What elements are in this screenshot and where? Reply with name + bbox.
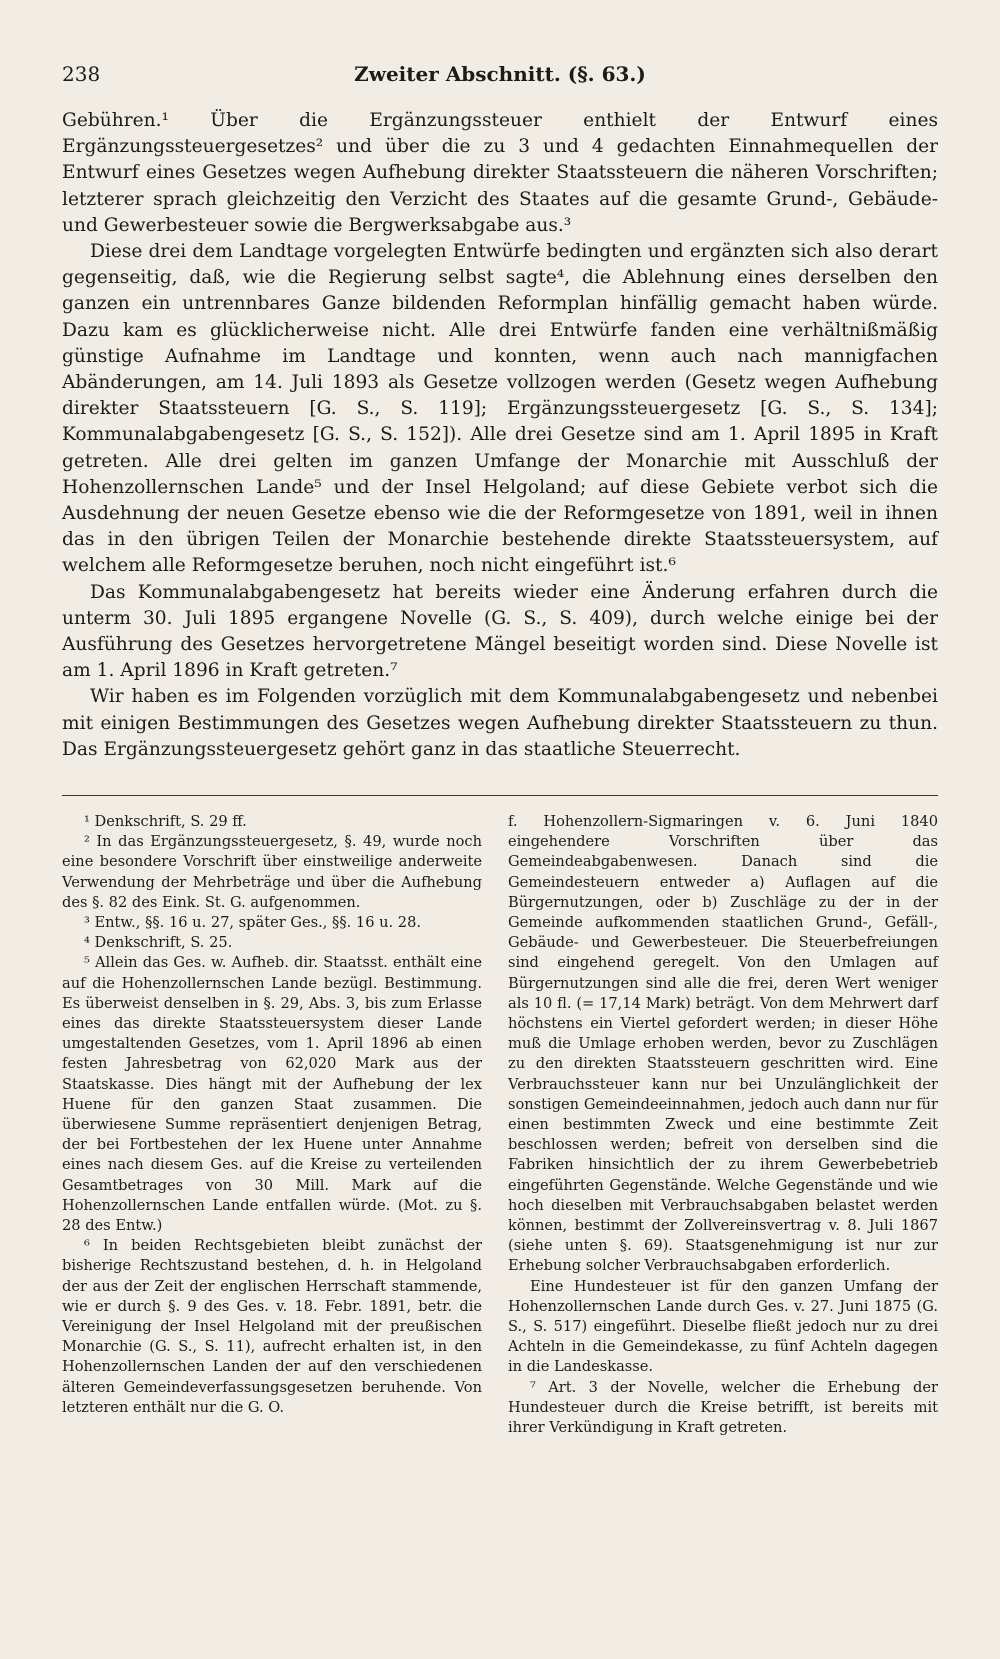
footnote: ¹ Denkschrift, S. 29 ff.	[84, 813, 247, 830]
main-paragraph: Gebühren.¹ Über die Ergänzungssteuer enthielt der Entwurf eines Ergänzungssteuergesetzes² und über die zu 3 und 4 gedachten Einnahmequellen der Entwurf eines Gesetzes wegen Aufhebung direkter Staatssteuern die näheren Vorschriften; letzterer sprach gleichzeitig den Verzicht des Staates auf die gesamte Grund-, Gebäude- und Gewerbesteuer sowie die Bergwerksabgabe aus.³	[62, 110, 938, 236]
footnote-divider	[62, 795, 938, 796]
footnote-continuation: Eine Hundesteuer ist für den ganzen Umfang der Hohenzollernschen Lande durch Ges. v. 27. Juni 1875 (G. S., S. 517) eingeführt. Dieselbe fließt jedoch nur zu drei Achteln in die Gemeindekasse, zu fünf Achteln dagegen in die Landeskasse.	[508, 1277, 938, 1376]
footnotes-left-column	[62, 812, 482, 1418]
page-number: 238	[62, 62, 101, 86]
footnote: ⁴ Denkschrift, S. 25.	[84, 934, 233, 952]
main-paragraph: Das Kommunalabgabengesetz hat bereits wieder eine Änderung erfahren durch die unterm 30. Juli 1895 ergangene Novelle (G. S., S. 409), durch welche einige bei der Ausführung des Gesetzes hervorgetretene Mängel beseitigt worden sind. Diese Novelle ist am 1. April 1896 in Kraft getreten.⁷	[62, 581, 938, 682]
page-header	[62, 62, 938, 92]
main-paragraph: Wir haben es im Folgenden vorzüglich mit dem Kommunalabgabengesetz und nebenbei mit einigen Bestimmungen des Gesetzes wegen Aufhebung direkter Staatssteuern zu thun. Das Ergänzungssteuergesetz gehört ganz in das staatliche Steuerrecht.	[62, 686, 938, 760]
running-title: Zweiter Abschnitt. (§. 63.)	[354, 62, 646, 86]
footnote: ⁵ Allein das Ges. w. Aufheb. dir. Staatsst. enthält eine auf die Hohenzollernschen Lande bezügl. Bestimmung. Es überweist denselben in §. 29, Abs. 3, bis zum Erlasse eines das direkte Staatssteuersystem dieser Lande umgestaltenden Gesetzes, vom 1. April 1896 ab einen festen Jahresbetrag von 62,020 Mark aus der Staatskasse. Dies hängt mit der Aufhebung der lex Huene für den ganzen Staat zusammen. Die überwiesene Summe repräsentiert denjenigen Betrag, der bei Fortbestehen der lex Huene unter Annahme eines nach diesem Ges. auf die Kreise zu verteilenden Gesamtbetrages von 30 Mill. Mark auf die Hohenzollernschen Lande entfallen würde. (Mot. zu §. 28 des Entw.)	[62, 954, 482, 1235]
footnotes-right-column	[508, 812, 938, 1438]
footnote: ³ Entw., §§. 16 u. 27, später Ges., §§. 16 u. 28.	[84, 914, 422, 932]
footnote-continuation: f. Hohenzollern-Sigmaringen v. 6. Juni 1840 eingehendere Vorschriften über das Gemeindeabgabenwesen. Danach sind die Gemeindesteuern entweder a) Auflagen auf die Bürgernutzungen, oder b) Zuschläge zu der in der Gemeinde aufkommenden staatlichen Grund-, Gefäll-, Gebäude- und Gewerbesteuer. Die Steuerbefreiungen sind eingehend geregelt. Von den Umlagen auf Bürgernutzungen sind alle die frei, deren Wert weniger als 10 fl. (= 17,14 Mark) beträgt. Von dem Mehrwert darf höchstens ein Viertel gefordert werden; in dieser Höhe muß die Umlage erhoben werden, bevor zu Zuschlägen zu den direkten Staatssteuern geschritten wird. Eine Verbrauchssteuer kann nur bei Unzulänglichkeit der sonstigen Gemeindeeinnahmen, jedoch auch dann nur für einen bestimmten Zweck und eine bestimmte Zeit beschlossen werden; befreit von derselben sind die Fabriken hinsichtlich der zu ihrem Gewerbebetrieb eingeführten Gegenstände. Welche Gegenstände und wie hoch dieselben mit Verbrauchsabgaben belastet werden können, bestimmt der Zollvereinsvertrag v. 8. Juli 1867 (siehe unten §. 69). Staatsgenehmigung ist nur zur Erhebung solcher Verbrauchsabgaben erforderlich.	[508, 813, 938, 1275]
footnote: ² In das Ergänzungssteuergesetz, §. 49, wurde noch eine besondere Vorschrift über einstweilige anderweite Verwendung der Mehrbeträge und über die Aufhebung des §. 82 des Eink. St. G. aufgenommen.	[62, 833, 482, 911]
main-paragraph: Diese drei dem Landtage vorgelegten Entwürfe bedingten und ergänzten sich also derart gegenseitig, daß, wie die Regierung selbst sagte⁴, die Ablehnung eines derselben den ganzen ein untrennbares Ganze bildenden Reformplan hinfällig gemacht haben würde. Dazu kam es glücklicherweise nicht. Alle drei Entwürfe fanden eine verhältnißmäßig günstige Aufnahme im Landtage und konnten, wenn auch nach mannigfachen Abänderungen, am 14. Juli 1893 als Gesetze vollzogen werden (Gesetz wegen Aufhebung direkter Staatssteuern [G. S., S. 119]; Ergänzungssteuergesetz [G. S., S. 134]; Kommunalabgabengesetz [G. S., S. 152]). Alle drei Gesetze sind am 1. April 1895 in Kraft getreten. Alle drei gelten im ganzen Umfange der Monarchie mit Ausschluß der Hohenzollernschen Lande⁵ und der Insel Helgoland; auf diese Gebiete verbot sich die Ausdehnung der neuen Gesetze ebenso wie die der Reformgesetze von 1891, weil in ihnen das in den übrigen Teilen der Monarchie bestehende direkte Staatssteuersystem, auf welchem alle Reformgesetze beruhen, noch nicht eingeführt ist.⁶	[62, 241, 938, 577]
footnote: ⁶ In beiden Rechtsgebieten bleibt zunächst der bisherige Rechtszustand bestehen, d. h. in Helgoland der aus der Zeit der englischen Herrschaft stammende, wie er durch §. 9 des Ges. v. 18. Febr. 1891, betr. die Vereinigung der Insel Helgoland mit der preußischen Monarchie (G. S., S. 11), aufrecht erhalten ist, in den Hohenzollernschen Landen der auf den verschiedenen älteren Gemeindeverfassungsgesetzen beruhende. Von letzteren enthält nur die G. O.	[62, 1237, 482, 1416]
footnote: ⁷ Art. 3 der Novelle, welcher die Erhebung der Hundesteuer durch die Kreise betrifft, ist bereits mit ihrer Verkündigung in Kraft getreten.	[508, 1378, 938, 1437]
main-text	[62, 108, 938, 763]
